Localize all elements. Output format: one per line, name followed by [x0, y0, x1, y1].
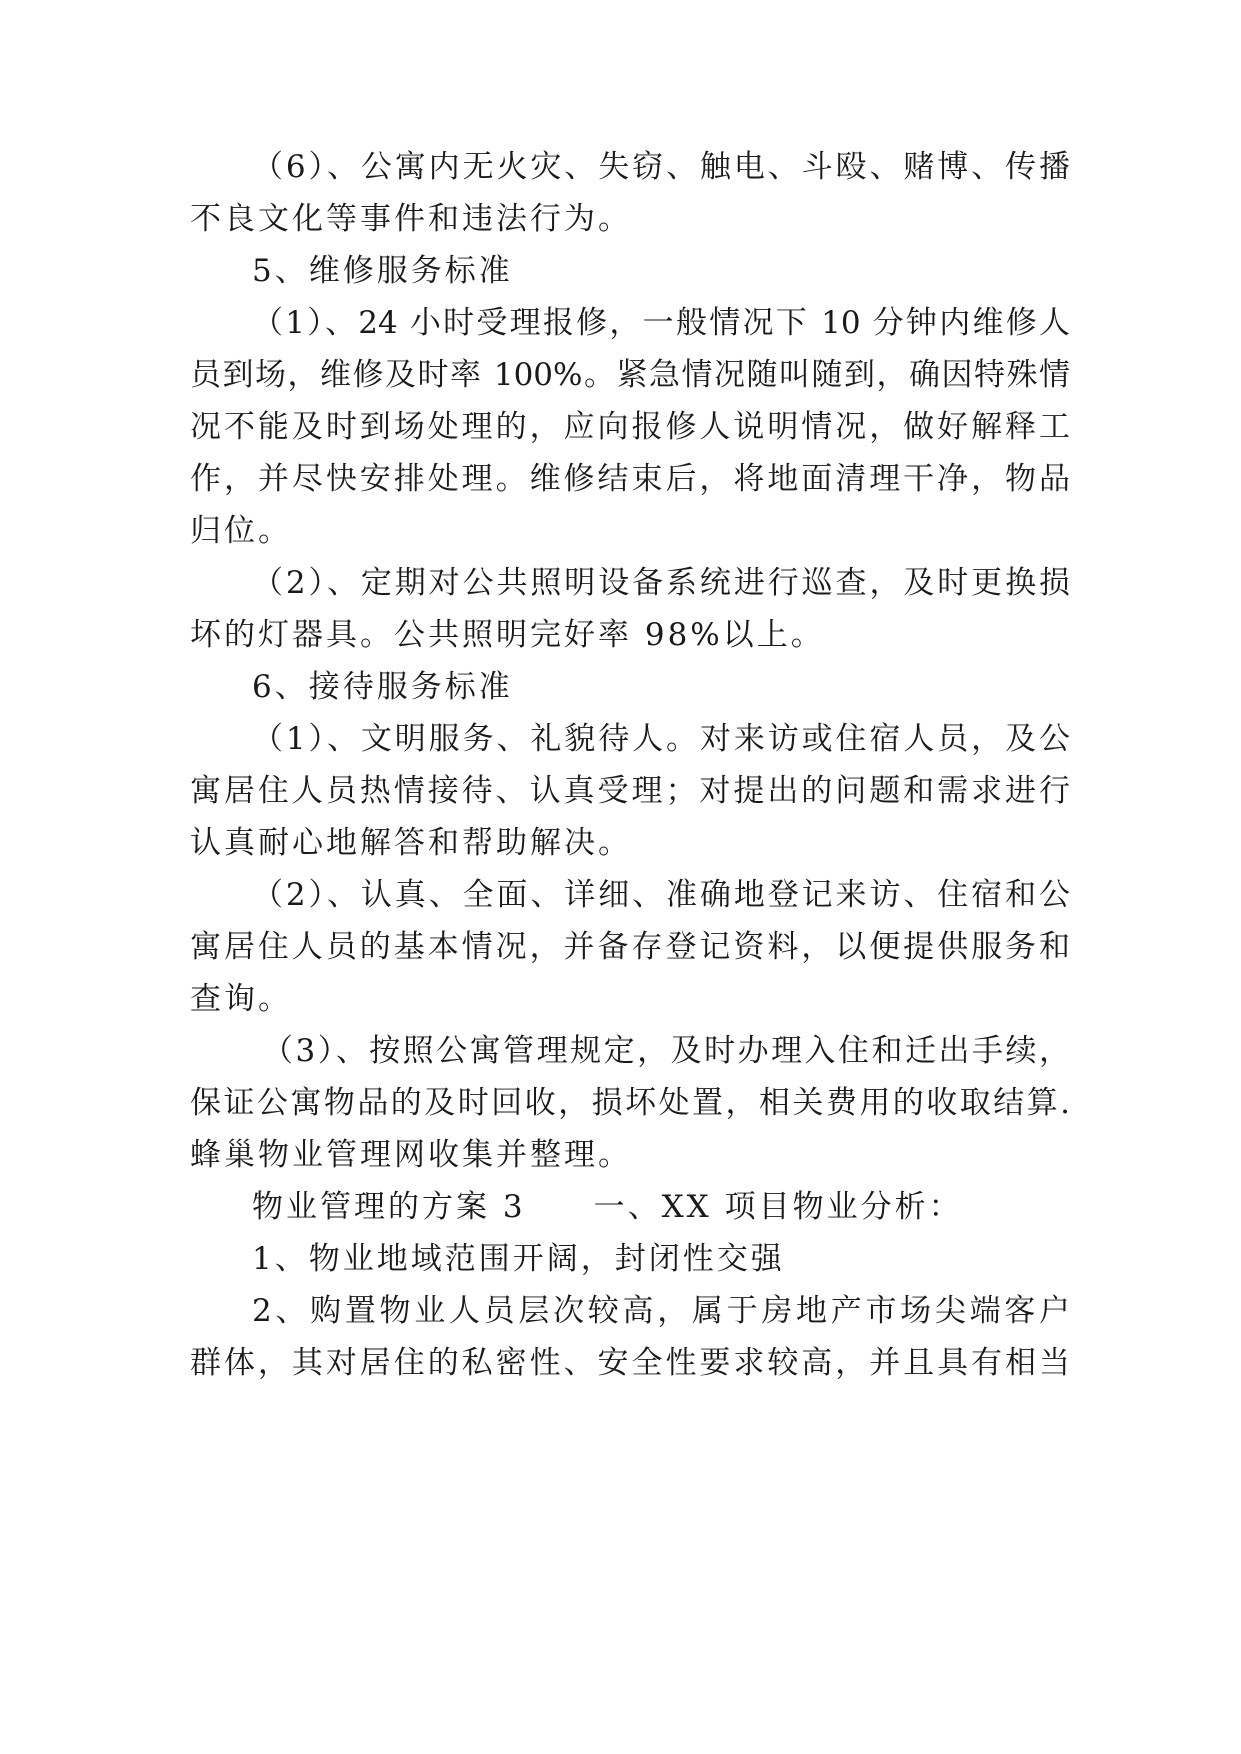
text-line: 寓居住人员热情接待、认真受理；对提出的问题和需求进行	[190, 773, 1070, 809]
section-heading: 6、接待服务标准	[252, 669, 513, 705]
text-line: （6）、公寓内无火灾、失窃、触电、斗殴、赌博、传播	[252, 149, 1070, 185]
text-line: 1、物业地域范围开阔，封闭性交强	[252, 1241, 785, 1277]
text-line: （1）、24 小时受理报修，一般情况下 10 分钟内维修人	[252, 305, 1070, 341]
text-line: 员到场，维修及时率 100%。紧急情况随叫随到，确因特殊情	[190, 357, 1070, 393]
text-line: 归位。	[190, 513, 292, 549]
text-line: （2）、定期对公共照明设备系统进行巡查，及时更换损	[252, 565, 1070, 601]
text-line: 寓居住人员的基本情况，并备存登记资料，以便提供服务和	[190, 929, 1070, 965]
text-line: 蜂巢物业管理网收集并整理。	[190, 1137, 632, 1173]
text-line: 作，并尽快安排处理。维修结束后，将地面清理干净，物品	[190, 461, 1070, 497]
text-line: （3）、按照公寓管理规定，及时办理入住和迁出手续，	[262, 1033, 1070, 1069]
text-line: 况不能及时到场处理的，应向报修人说明情况，做好解释工	[190, 409, 1070, 445]
text-line: 不良文化等事件和违法行为。	[190, 201, 632, 237]
section-heading: 5、维修服务标准	[252, 253, 513, 289]
text-line: （2）、认真、全面、详细、准确地登记来访、住宿和公	[252, 877, 1070, 913]
text-line: 坏的灯器具。公共照明完好率 98%以上。	[190, 617, 825, 653]
text-line: 2、购置物业人员层次较高，属于房地产市场尖端客户	[252, 1293, 1070, 1329]
section-heading: 物业管理的方案 3 一、XX 项目物业分析：	[252, 1189, 963, 1225]
text-line: 认真耐心地解答和帮助解决。	[190, 825, 632, 861]
text-line: （1）、文明服务、礼貌待人。对来访或住宿人员，及公	[252, 721, 1070, 757]
text-line: 保证公寓物品的及时回收，损坏处置，相关费用的收取结算.	[190, 1085, 1070, 1121]
text-line: 群体，其对居住的私密性、安全性要求较高，并且具有相当	[190, 1345, 1070, 1381]
text-line: 查询。	[190, 981, 292, 1017]
